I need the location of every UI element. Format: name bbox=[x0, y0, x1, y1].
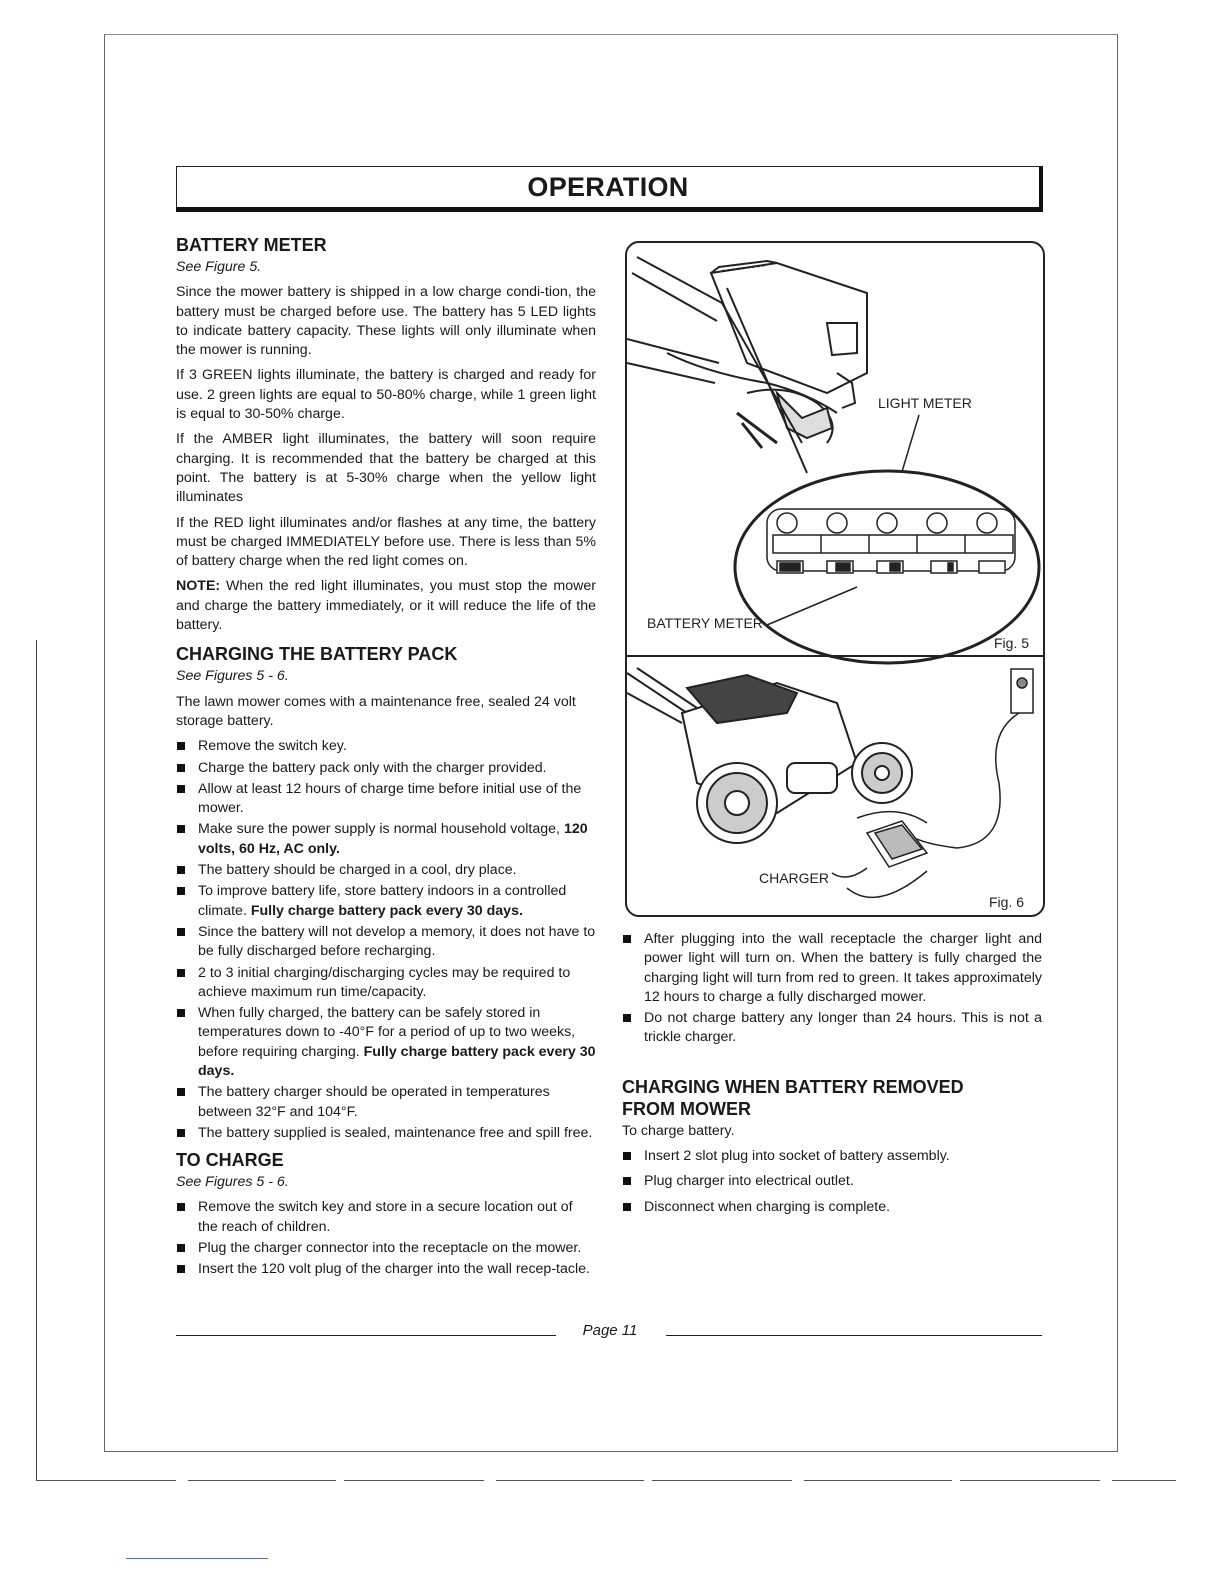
item-text: Make sure the power supply is normal household voltage, bbox=[198, 821, 564, 838]
note-label: NOTE: bbox=[176, 578, 221, 595]
item-text: Plug the charger connector into the receptacle on the mower. bbox=[198, 1240, 582, 1257]
list-item bbox=[176, 1198, 596, 1237]
scan-edge-bottom bbox=[36, 1480, 1176, 1481]
section-header bbox=[176, 166, 1043, 212]
note-text: When the red light illuminates, you must stop the mower and charge the battery immediately, or it will reduce the life of the battery. bbox=[176, 578, 596, 634]
to-charge-list bbox=[176, 1198, 596, 1279]
item-text: Do not charge battery any longer than 24 hours. This is not a trickle charger. bbox=[644, 1010, 1042, 1046]
page-number: Page 11 bbox=[582, 1322, 638, 1339]
item-text: Since the battery will not develop a memory, it does not have to be fully discharged before recharging. bbox=[198, 923, 596, 960]
list-item bbox=[176, 737, 596, 756]
power-cord bbox=[907, 713, 1019, 848]
item-text: Insert 2 slot plug into socket of battery assembly. bbox=[644, 1148, 950, 1165]
battery-meter-see: See Figure 5. bbox=[176, 259, 262, 275]
list-item bbox=[622, 1172, 1042, 1191]
list-item bbox=[176, 759, 596, 778]
item-bold: Fully charge battery pack every 30 days. bbox=[198, 1043, 596, 1079]
list-item bbox=[622, 930, 1042, 1007]
left-column bbox=[176, 234, 596, 1286]
list-item bbox=[622, 1009, 1042, 1048]
item-text: The battery charger should be operated in temperatures between 32°F and 104°F. bbox=[198, 1084, 550, 1120]
bullet-icon bbox=[177, 866, 185, 874]
battery-empty-icon bbox=[979, 561, 1005, 573]
bullet-icon bbox=[177, 928, 185, 936]
paragraph: Since the mower battery is shipped in a low charge condi-tion, the battery must be charged before use. The battery has 5 LED lights to indicate battery capacity. These lights will only illuminate when the mower is running. bbox=[176, 284, 596, 359]
list-item bbox=[176, 820, 596, 859]
item-text: After plugging into the wall receptacle the charger light and power light will turn on. When the battery is fully charged the charging light will turn from red to green. It takes approximately 12 hours to charge a fully discharged mower. bbox=[644, 931, 1042, 1005]
bullet-icon bbox=[177, 1129, 185, 1137]
list-item bbox=[176, 882, 596, 921]
battery-meter-label: BATTERY METER bbox=[647, 615, 763, 631]
list-item bbox=[176, 923, 596, 962]
item-text: Charge the battery pack only with the charger provided. bbox=[198, 759, 547, 776]
list-item bbox=[176, 1124, 596, 1143]
charger-notes-list bbox=[622, 930, 1042, 1048]
footer-rule-right bbox=[666, 1335, 1042, 1336]
list-item bbox=[176, 964, 596, 1003]
bullet-icon bbox=[177, 969, 185, 977]
list-item bbox=[176, 780, 596, 819]
list-item bbox=[176, 861, 596, 880]
led-light bbox=[927, 513, 947, 533]
list-item bbox=[622, 1198, 1042, 1217]
item-text: The battery should be charged in a cool, dry place. bbox=[198, 862, 517, 879]
removed-list bbox=[622, 1147, 1042, 1217]
bullet-icon bbox=[177, 1009, 185, 1017]
bullet-icon bbox=[177, 1265, 185, 1273]
bullet-icon bbox=[177, 1088, 185, 1096]
charger-icon bbox=[867, 821, 927, 867]
scan-edge-left bbox=[36, 640, 37, 1480]
fig5-label: Fig. 5 bbox=[994, 635, 1030, 651]
charger-cord bbox=[857, 812, 927, 823]
light-meter-label: LIGHT METER bbox=[878, 395, 972, 411]
mower-charging-drawing bbox=[627, 668, 912, 843]
bullet-icon bbox=[623, 1152, 631, 1160]
item-bold: Fully charge battery pack every 30 days. bbox=[250, 902, 523, 919]
list-item bbox=[176, 1004, 596, 1081]
led-light bbox=[977, 513, 997, 533]
footer-rule-left bbox=[176, 1335, 556, 1336]
item-text: Disconnect when charging is complete. bbox=[644, 1198, 891, 1215]
item-text: Allow at least 12 hours of charge time before initial use of the mower. bbox=[198, 780, 582, 817]
bullet-icon bbox=[623, 935, 631, 943]
bullet-icon bbox=[177, 1244, 185, 1252]
removed-intro: To charge battery. bbox=[622, 1122, 735, 1139]
paragraph: If the RED light illuminates and/or flashes at any time, the battery must be charged IMMEDIATELY before use. There is less than 5% of battery charge when the red light comes on. bbox=[176, 514, 596, 570]
item-text: When fully charged, the battery can be safely stored in temperatures down to -40°F for a period of up to two weeks, before requiring charging. bbox=[198, 1005, 576, 1060]
item-text: 2 to 3 initial charging/discharging cycles may be required to achieve maximum run time/capacity. bbox=[198, 964, 571, 1000]
bullet-icon bbox=[623, 1014, 631, 1022]
scan-mark bbox=[126, 1558, 268, 1559]
wall-outlet-icon bbox=[1011, 669, 1033, 713]
bullet-icon bbox=[177, 1203, 185, 1211]
charging-pack-list bbox=[176, 737, 596, 1143]
charging-pack-heading: CHARGING THE BATTERY PACK bbox=[176, 644, 458, 665]
charger-label: CHARGER bbox=[759, 870, 830, 886]
item-bold: 120 volts, 60 Hz, AC only. bbox=[198, 821, 588, 857]
bullet-icon bbox=[623, 1177, 631, 1185]
list-item bbox=[622, 1147, 1042, 1166]
right-column bbox=[622, 930, 1042, 1223]
fig6-label: Fig. 6 bbox=[989, 894, 1025, 910]
battery-meter-heading: BATTERY METER bbox=[176, 235, 327, 255]
bullet-icon bbox=[177, 742, 185, 750]
bullet-icon bbox=[177, 825, 185, 833]
bullet-icon bbox=[177, 887, 185, 895]
led-light bbox=[827, 513, 847, 533]
figure-panel bbox=[625, 241, 1045, 917]
item-text: Plug charger into electrical outlet. bbox=[644, 1173, 854, 1190]
item-text: To improve battery life, store battery indoors in a controlled climate. bbox=[198, 883, 567, 919]
figure-illustration bbox=[627, 243, 1043, 915]
item-text: Remove the switch key and store in a secure location out of the reach of children. bbox=[198, 1199, 573, 1235]
mower-closeup-drawing bbox=[627, 257, 867, 473]
led-label-strip bbox=[773, 535, 1013, 553]
paragraph: If the AMBER light illuminates, the battery will soon require charging. It is recommended that the battery be charged at this point. The battery is at 5-30% charge when the yellow light illuminates bbox=[176, 431, 596, 506]
to-charge-see: See Figures 5 - 6. bbox=[176, 1174, 289, 1191]
bullet-icon bbox=[177, 764, 185, 772]
list-item bbox=[176, 1260, 596, 1279]
item-text: Insert the 120 volt plug of the charger into the wall recep-tacle. bbox=[198, 1261, 590, 1278]
bullet-icon bbox=[177, 785, 185, 793]
led-light bbox=[877, 513, 897, 533]
outlet-plate bbox=[1011, 669, 1033, 713]
charging-pack-see: See Figures 5 - 6. bbox=[176, 668, 289, 685]
removed-heading: CHARGING WHEN BATTERY REMOVED FROM MOWER bbox=[622, 1076, 964, 1119]
item-text: The battery supplied is sealed, maintenance free and spill free. bbox=[198, 1124, 593, 1141]
list-item bbox=[176, 1239, 596, 1258]
led-light bbox=[777, 513, 797, 533]
note-paragraph bbox=[176, 577, 596, 635]
item-text: Remove the switch key. bbox=[198, 738, 347, 755]
list-item bbox=[176, 1083, 596, 1122]
to-charge-heading: TO CHARGE bbox=[176, 1150, 284, 1171]
charging-pack-intro: The lawn mower comes with a maintenance free, sealed 24 volt storage battery. bbox=[176, 693, 576, 729]
paragraph: If 3 GREEN lights illuminate, the battery is charged and ready for use. 2 green lights are equal to 50-80% charge, while 1 green light is equal to 30-50% charge. bbox=[176, 367, 596, 423]
page-title: OPERATION bbox=[527, 172, 689, 202]
bullet-icon bbox=[623, 1203, 631, 1211]
